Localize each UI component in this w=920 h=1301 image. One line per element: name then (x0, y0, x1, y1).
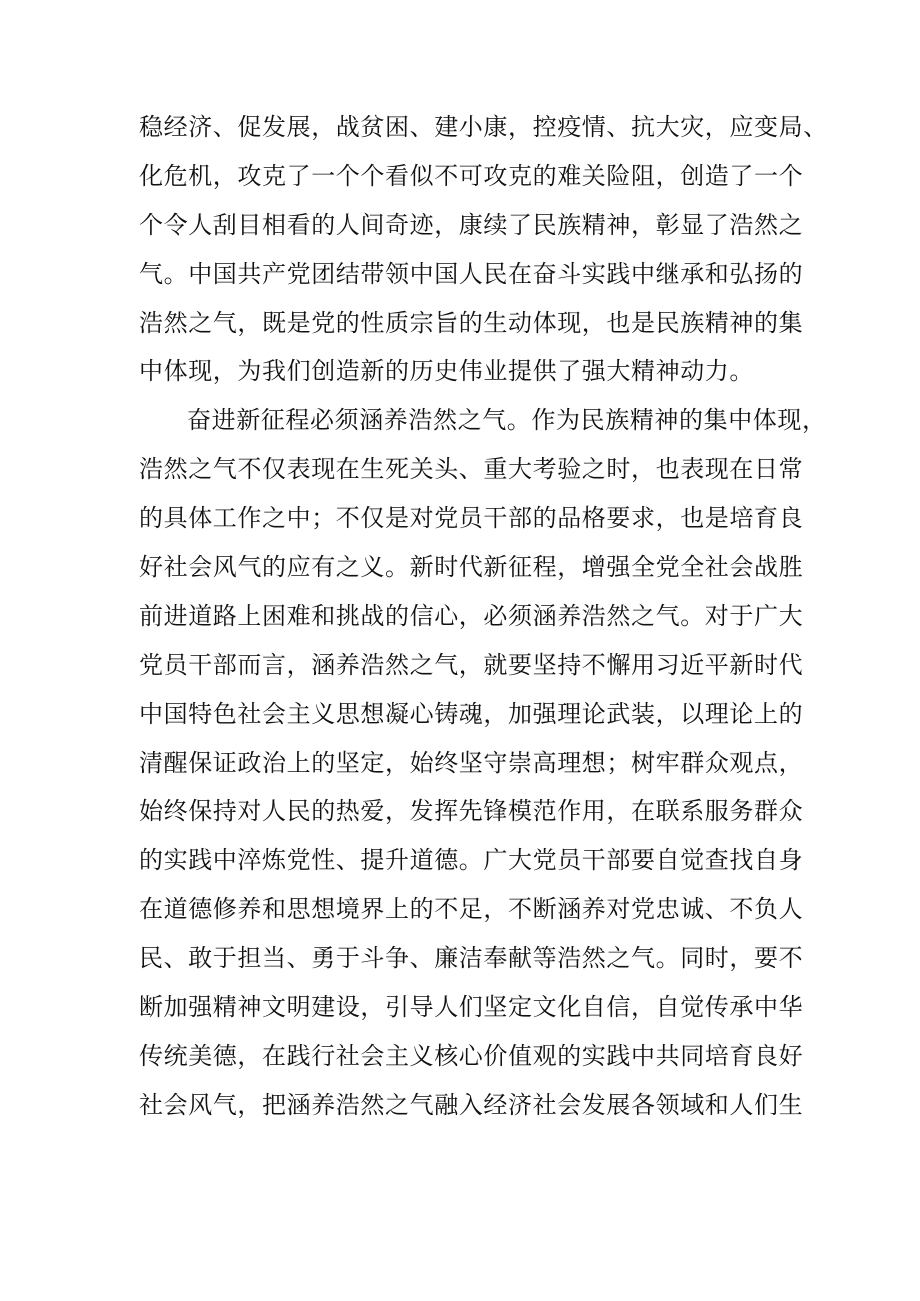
text-line: 的实践中淬炼党性、提升道德。广大党员干部要自觉查找自身 (139, 846, 804, 875)
text-line: 中国特色社会主义思想凝心铸魂，加强理论武装，以理论上的 (139, 699, 804, 728)
paragraph-start-line: 奋进新征程必须涵养浩然之气。作为民族精神的集中体现， (187, 406, 827, 435)
text-line: 在道德修养和思想境界上的不足，不断涵养对党忠诚、不负人 (139, 895, 804, 924)
text-line: 化危机，攻克了一个个看似不可攻克的难关险阻，创造了一个 (139, 161, 804, 190)
text-line: 气。中国共产党团结带领中国人民在奋斗实践中继承和弘扬的 (139, 259, 804, 288)
text-line: 前进道路上困难和挑战的信心，必须涵养浩然之气。对于广大 (139, 601, 804, 630)
text-line: 浩然之气不仅表现在生死关头、重大考验之时，也表现在日常 (139, 455, 804, 484)
text-line: 个令人刮目相看的人间奇迹，康续了民族精神，彰显了浩然之 (139, 210, 804, 239)
text-line: 社会风气，把涵养浩然之气融入经济社会发展各领域和人们生 (139, 1090, 804, 1119)
text-line: 传统美德，在践行社会主义核心价值观的实践中共同培育良好 (139, 1041, 804, 1070)
text-line: 好社会风气的应有之义。新时代新征程，增强全党全社会战胜 (139, 553, 804, 582)
text-line: 民、敢于担当、勇于斗争、廉洁奉献等浩然之气。同时，要不 (139, 944, 804, 973)
text-line: 断加强精神文明建设，引导人们坚定文化自信，自觉传承中华 (139, 993, 804, 1022)
text-line: 党员干部而言，涵养浩然之气，就要坚持不懈用习近平新时代 (139, 650, 804, 679)
text-line: 浩然之气，既是党的性质宗旨的生动体现，也是民族精神的集 (139, 308, 804, 337)
text-line: 始终保持对人民的热爱，发挥先锋模范作用，在联系服务群众 (139, 797, 804, 826)
text-line: 稳经济、促发展，战贫困、建小康，控疫情、抗大灾，应变局、 (139, 113, 828, 141)
text-line: 的具体工作之中；不仅是对党员干部的品格要求，也是培育良 (139, 504, 804, 533)
body-text (139, 103, 828, 1130)
text-line: 清醒保证政治上的坚定，始终坚守崇高理想；树牢群众观点， (139, 748, 804, 777)
text-line: 中体现，为我们创造新的历史伟业提供了强大精神动力。 (139, 357, 754, 386)
